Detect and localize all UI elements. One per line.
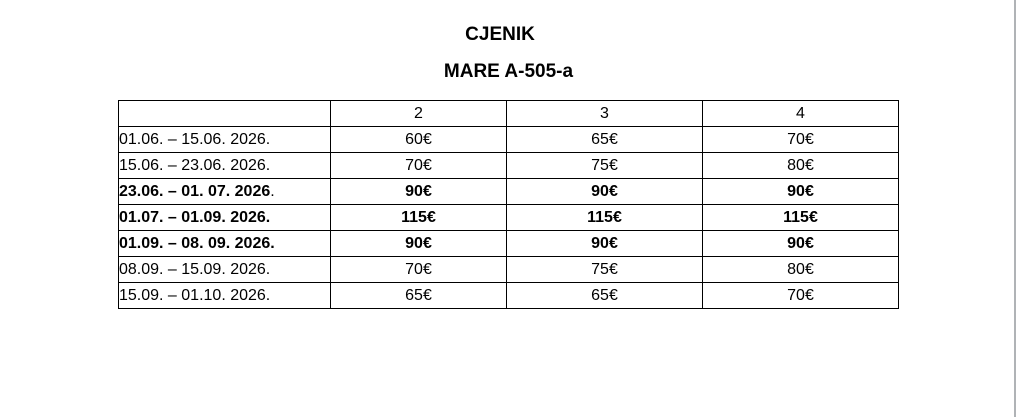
price-cell-4: 70€ — [703, 127, 899, 153]
price-cell-3: 65€ — [507, 127, 703, 153]
date-range-cell — [119, 127, 331, 153]
date-range-label: 08.09. – 15.09. 2026. — [119, 261, 271, 278]
table-row — [119, 231, 899, 257]
table-header-row — [119, 101, 899, 127]
date-range-cell — [119, 153, 331, 179]
window-right-edge-divider — [1014, 0, 1016, 417]
header-cell-4: 4 — [703, 101, 899, 127]
price-cell-2: 90€ — [331, 231, 507, 257]
page-subtitle: MARE A-505-a — [443, 61, 574, 82]
table-row — [119, 153, 899, 179]
table-row — [119, 127, 899, 153]
price-cell-4: 115€ — [703, 205, 899, 231]
date-range-cell — [119, 205, 331, 231]
date-range-cell — [119, 231, 331, 257]
date-range-label: 23.06. – 01. 07. 2026 — [119, 183, 271, 200]
price-cell-3: 90€ — [507, 231, 703, 257]
price-cell-2: 60€ — [331, 127, 507, 153]
table-row — [119, 205, 899, 231]
date-range-label: 01.09. – 08. 09. 2026. — [119, 235, 275, 252]
price-cell-4: 80€ — [703, 257, 899, 283]
price-cell-3: 65€ — [507, 283, 703, 309]
price-cell-4: 80€ — [703, 153, 899, 179]
date-range-cell — [119, 257, 331, 283]
date-range-label: 15.06. – 23.06. 2026. — [119, 157, 271, 174]
price-cell-3: 75€ — [507, 257, 703, 283]
table-row — [119, 283, 899, 309]
date-range-label-tail: . — [270, 183, 275, 200]
header-cell-dates — [119, 101, 331, 127]
header-cell-3: 3 — [507, 101, 703, 127]
price-cell-2: 70€ — [331, 257, 507, 283]
header-cell-2: 2 — [331, 101, 507, 127]
table-row — [119, 257, 899, 283]
price-cell-2: 70€ — [331, 153, 507, 179]
date-range-cell — [119, 179, 331, 205]
date-range-label: 15.09. – 01.10. 2026. — [119, 287, 271, 304]
price-cell-3: 90€ — [507, 179, 703, 205]
table-row — [119, 179, 899, 205]
price-cell-4: 70€ — [703, 283, 899, 309]
price-table — [118, 100, 899, 309]
price-table-body — [119, 127, 899, 309]
price-cell-3: 75€ — [507, 153, 703, 179]
price-cell-3: 115€ — [507, 205, 703, 231]
price-cell-4: 90€ — [703, 231, 899, 257]
page-title: CJENIK — [465, 24, 535, 45]
price-cell-2: 90€ — [331, 179, 507, 205]
date-range-label: 01.06. – 15.06. 2026. — [119, 131, 271, 148]
price-cell-4: 90€ — [703, 179, 899, 205]
price-cell-2: 115€ — [331, 205, 507, 231]
date-range-label: 01.07. – 01.09. 2026. — [119, 209, 271, 226]
date-range-cell — [119, 283, 331, 309]
price-cell-2: 65€ — [331, 283, 507, 309]
